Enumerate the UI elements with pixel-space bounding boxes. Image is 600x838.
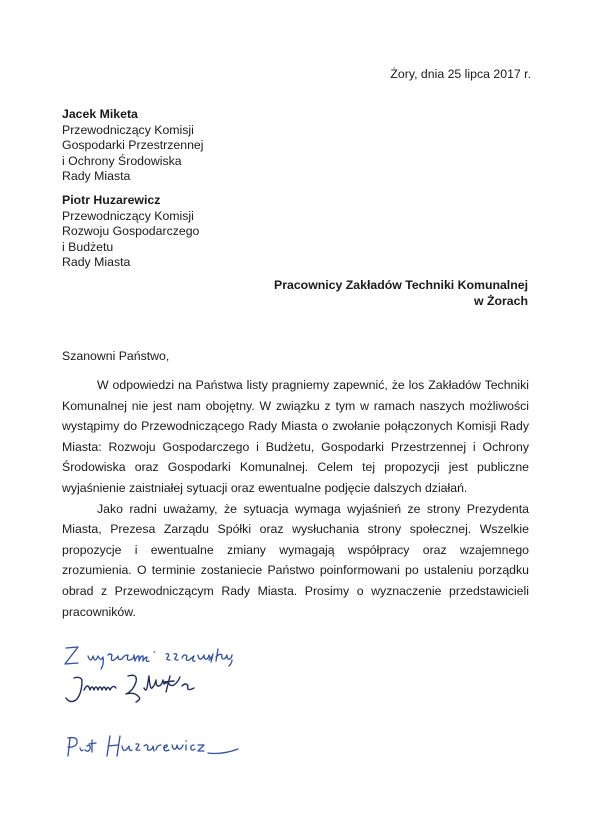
sender-title-line: Przewodniczący Komisji <box>62 208 194 223</box>
body-paragraph: W odpowiedzi na Państwa listy pragniemy zapewnić, że los Zakładów Techniki Komunalnej nie jest nam obojętny. W związku z tym w ramach naszych możliwości wystąpimy do Przewodniczącego Rady Miasta o zwołanie połączonych Komisji Rady Miasta: Rozwoju Gospodarczego i Budżetu, Gospodarki Przestrzennej i Ochrony Środowiska oraz Gospodarki Komunalnej. Celem tej propozycji jest publiczne wyjaśnienie zaistniałej sytuacji oraz ewentualne podjęcie dalszych działań. <box>62 378 529 495</box>
body-paragraph: Jako radni uważamy, że sytuacja wymaga wyjaśnień ze strony Prezydenta Miasta, Prezesa Zarządu Spółki oraz wysłuchania strony społecznej. Wszelkie propozycje i ewentualne zmiany wymagają współpracy oraz wzajemnego zrozumienia. O terminie zostaniecie Państwo poinformowani po ustaleniu porządku obrad z Przewodniczącym Rady Miasta. Prosimy o wyznaczenie przedstawicieli pracowników. <box>62 501 529 619</box>
sender-title-line: Przewodniczący Komisji <box>62 122 194 137</box>
signature-jacek-miketa <box>58 668 228 715</box>
sender-title-line: Gospodarki Przestrzennej <box>62 138 204 152</box>
sender-title-line: Rady Miasta <box>62 169 131 183</box>
signature-piotr-huzarewicz <box>58 726 248 771</box>
signature-piotr-huzarewicz-strokes <box>58 726 248 766</box>
date-line: Żory, dnia 25 lipca 2017 r. <box>390 67 531 81</box>
recipient-block <box>274 278 528 309</box>
sender-block-huzarewicz <box>62 193 199 271</box>
sender-block-miketa <box>62 107 203 185</box>
sender-title-line: Rady Miasta <box>62 255 131 269</box>
sender-title-line: Rozwoju Gospodarczego <box>62 224 200 238</box>
recipient-line: w Żorach <box>474 293 528 308</box>
sender-title-line: i Budżetu <box>62 239 114 254</box>
salutation: Szanowni Państwo, <box>62 349 170 363</box>
letter-body <box>62 375 529 622</box>
sender-name: Jacek Miketa <box>62 107 138 121</box>
sender-title-line: i Ochrony Środowiska <box>62 153 182 168</box>
signature-jacek-miketa-strokes <box>58 668 228 710</box>
sender-name: Piotr Huzarewicz <box>62 193 161 207</box>
recipient-line: Pracownicy Zakładów Techniki Komunalnej <box>274 278 528 292</box>
